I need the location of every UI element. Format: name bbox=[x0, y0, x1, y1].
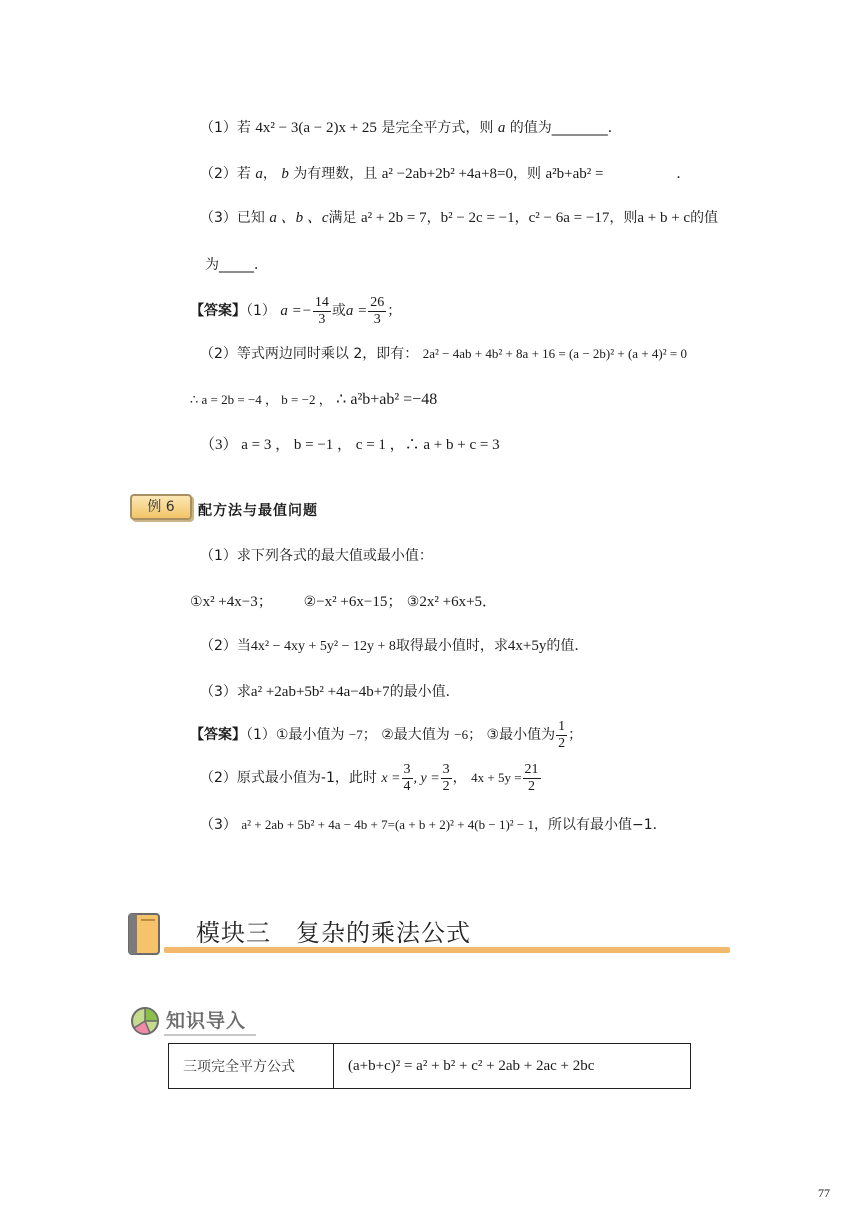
q2-target: 4x+5y bbox=[507, 638, 547, 654]
problem-3-label: （3）已知 bbox=[200, 210, 265, 226]
problem-2-var-a: a bbox=[255, 166, 263, 182]
ex-answer-2-yn: 3 bbox=[442, 761, 450, 777]
ex-answer-2-sep: ， bbox=[452, 770, 467, 786]
problem-3-eq1: a² + 2b = 7 bbox=[361, 210, 427, 226]
ex-answer-2-xfrac bbox=[402, 762, 413, 795]
ex-answer-1-end: ； bbox=[568, 727, 583, 743]
problem-1-tail: 的值为________． bbox=[509, 120, 622, 136]
answer-2-expr: 2a² − 4ab + 4b² + 8a + 16 = (a − 2b)² + (a + 4)² = 0 bbox=[422, 346, 687, 361]
answer-1-den2: 3 bbox=[373, 311, 381, 327]
pie-chart-icon bbox=[130, 1006, 160, 1036]
answer-1-end: ； bbox=[387, 303, 402, 319]
ex-answer-2-zfrac bbox=[523, 762, 541, 795]
example-q2 bbox=[200, 636, 588, 657]
q3-expr: a² +2ab+5b² +4a−4b+7 bbox=[250, 684, 390, 700]
ex-answer-1-num: 1 bbox=[558, 718, 566, 734]
answer-1-num2: 26 bbox=[370, 294, 385, 310]
q2-prefix: （2）当 bbox=[200, 638, 251, 654]
answer-2-line2-part1: ∴ a = 2b = −4 ， b = −2 ， bbox=[190, 392, 332, 407]
problem-2-var-b: b bbox=[281, 166, 289, 182]
answer-label: 【答案】 bbox=[190, 303, 246, 319]
ex-answer-3-expr: a² + 2ab + 5b² + 4a − 4b + 7=(a + b + 2)² + 4(b − 1)² − 1 bbox=[241, 817, 535, 832]
answer-1 bbox=[190, 291, 401, 331]
ex-answer-1-v1: −7 bbox=[348, 727, 363, 742]
answer-2-line2-part2: ∴ a²b+ab² =−48 bbox=[336, 391, 438, 408]
page-number: 77 bbox=[818, 1186, 830, 1200]
module-title-bar bbox=[164, 947, 730, 953]
problem-3-tail: 的值 bbox=[690, 210, 719, 226]
answer-1-num1: 14 bbox=[314, 294, 329, 310]
problem-3-eq2: b² − 2c = −1 bbox=[440, 210, 515, 226]
ex-answer-3-tail: ，所以有最小值−1． bbox=[534, 817, 667, 833]
formula-row bbox=[169, 1044, 691, 1089]
knowledge-title: 知识导入 bbox=[166, 1010, 247, 1032]
problem-1 bbox=[200, 118, 622, 138]
formula-expression: (a+b+c)² = a² + b² + c² + 2ab + 2ac + 2bc bbox=[334, 1044, 691, 1089]
q1-item3-mark: ③ bbox=[406, 594, 420, 610]
answer-2-text: （2）等式两边同时乘以 2，即有： bbox=[200, 346, 419, 362]
ex-answer-2-yd: 2 bbox=[442, 778, 450, 794]
ex-answer-2-xd: 4 bbox=[403, 778, 411, 794]
answer-2-line2 bbox=[190, 390, 437, 410]
q1-item1: x² +4x−3； bbox=[202, 594, 273, 610]
problem-1-var: a bbox=[497, 120, 506, 136]
knowledge-underline bbox=[164, 1034, 256, 1036]
problem-2-expr: a² −2ab+2b² +4a+8=0 bbox=[381, 166, 513, 182]
problem-3-then: ，则 bbox=[609, 210, 638, 226]
problem-2-label: （2）若 bbox=[200, 166, 251, 182]
ex-answer-2-xn: 3 bbox=[403, 761, 411, 777]
problem-3-text: 满足 bbox=[328, 210, 357, 226]
q3-tail: 的最小值． bbox=[389, 684, 460, 700]
answer-1-lhs2: a = bbox=[345, 303, 368, 319]
problem-1-label: （1）若 bbox=[200, 120, 251, 136]
ex-answer-2-zd: 2 bbox=[528, 778, 536, 794]
q1-item1-mark: ① bbox=[190, 594, 203, 610]
example-answer-label: 【答案】 bbox=[190, 727, 246, 743]
answer-3 bbox=[200, 435, 500, 455]
example-title: 配方法与最值问题 bbox=[198, 503, 318, 519]
ex-answer-2-z: 4x + 5y = bbox=[471, 770, 522, 785]
problem-3: （3）已知 a 、b 、c满足 a² + 2b = 7，b² − 2c = −1，c² − 6a = −17，则a + b + c的值 bbox=[200, 210, 719, 226]
problem-3-eq3: c² − 6a = −17 bbox=[528, 210, 610, 226]
problem-2-text: 为有理数，且 bbox=[293, 166, 378, 182]
q2-expr: 4x² − 4xy + 5y² − 12y + 8 bbox=[250, 639, 396, 654]
example-answer-1 bbox=[190, 715, 582, 755]
answer-1-prefix: （1） bbox=[246, 303, 276, 319]
ex-answer-1-mid2: ； ③最小值为 bbox=[468, 727, 556, 743]
example-q3 bbox=[200, 682, 460, 702]
problem-3-continued: 为_____． bbox=[205, 257, 268, 273]
answer-3-text: （3） a = 3 ， b = −1 ， c = 1 ，∴ a + b + c = 3 bbox=[200, 437, 500, 453]
q2-tail: 的值． bbox=[546, 638, 589, 654]
problem-3-vars: a 、b 、c bbox=[269, 210, 329, 226]
problem-1-text: 是完全平方式，则 bbox=[381, 120, 494, 136]
example-badge: 例 6 bbox=[130, 494, 192, 520]
formula-table bbox=[168, 1043, 691, 1089]
q3-prefix: （3）求 bbox=[200, 684, 251, 700]
problem-2: （2）若 a， b 为有理数，且 a² −2ab+2b² +4a+8=0，则 a²b+ab² = ． bbox=[200, 166, 691, 182]
ex-answer-2-text: （2）原式最小值为-1，此时 bbox=[200, 770, 377, 786]
ex-answer-2-zn: 21 bbox=[524, 761, 539, 777]
ex-answer-2-x: x = bbox=[381, 771, 401, 786]
ex-answer-1-den: 2 bbox=[558, 735, 566, 751]
problem-2-end: ． bbox=[676, 166, 691, 182]
formula-name: 三项完全平方公式 bbox=[169, 1044, 334, 1089]
q1-item2: −x² +6x−15； bbox=[316, 594, 403, 610]
module-title: 模块三 复杂的乘法公式 bbox=[196, 919, 471, 947]
problem-3-target: a + b + c bbox=[637, 210, 691, 226]
ex-answer-1-text: （1）①最小值为 bbox=[246, 727, 345, 743]
answer-1-den1: 3 bbox=[318, 311, 326, 327]
book-icon bbox=[128, 912, 162, 956]
answer-1-lhs1: a =− bbox=[280, 303, 312, 319]
problem-2-then: ，则 bbox=[513, 166, 541, 182]
example-q1-items bbox=[190, 592, 497, 612]
q2-text: 取得最小值时，求 bbox=[395, 638, 508, 654]
q1-item2-mark: ② bbox=[303, 594, 317, 610]
ex-answer-1-v2: −6 bbox=[454, 727, 469, 742]
answer-2 bbox=[200, 344, 687, 364]
answer-1-frac2 bbox=[368, 295, 386, 328]
problem-1-expr: 4x² − 3(a − 2)x + 25 bbox=[255, 120, 377, 136]
ex-answer-3-prefix: （3） bbox=[200, 817, 237, 833]
problem-2-target: a²b+ab² = bbox=[545, 166, 604, 182]
ex-answer-1-frac bbox=[556, 719, 567, 752]
ex-answer-2-yfrac bbox=[441, 762, 452, 795]
example-answer-2 bbox=[200, 758, 542, 799]
ex-answer-2-y: , y = bbox=[413, 771, 440, 786]
example-answer-3 bbox=[200, 815, 667, 835]
example-q1: （1）求下列各式的最大值或最小值： bbox=[200, 548, 433, 564]
answer-1-or: 或 bbox=[331, 303, 346, 319]
ex-answer-1-mid1: ； ②最大值为 bbox=[362, 727, 450, 743]
q1-item3: 2x² +6x+5． bbox=[419, 594, 498, 610]
answer-1-frac1 bbox=[313, 295, 331, 328]
